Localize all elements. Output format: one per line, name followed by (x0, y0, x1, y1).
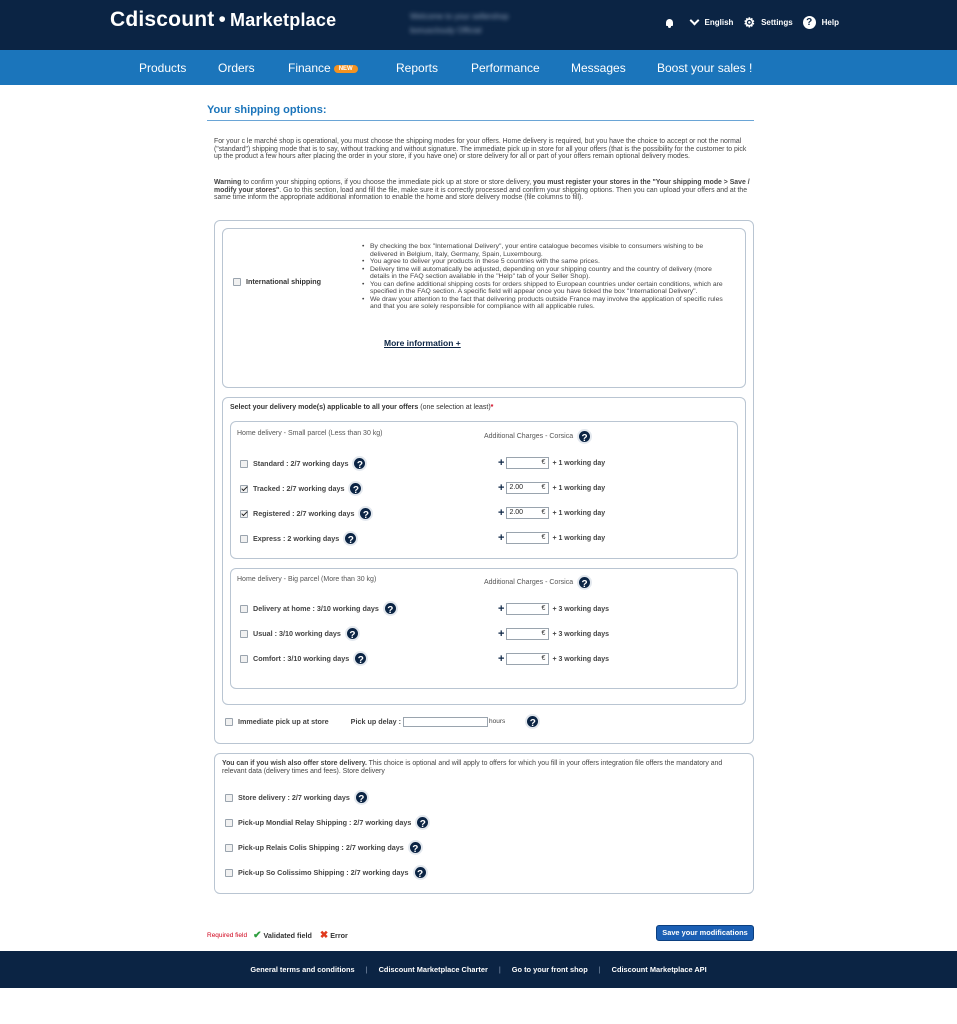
plus-icon: + (498, 653, 505, 665)
standard-corsica-fee (498, 457, 605, 469)
currency-symbol: € (541, 534, 546, 541)
standard-checkbox[interactable] (240, 460, 248, 468)
extra-days: + 1 working day (552, 509, 606, 517)
option-delivery-at-home[interactable] (240, 601, 398, 616)
help-icon[interactable]: ? (383, 601, 398, 616)
option-mondial-relay[interactable] (225, 815, 430, 830)
currency-symbol: € (541, 630, 546, 637)
footer-separator: | (598, 965, 601, 974)
list-item: • By checking the box "International Delivery", your entire catalogue becomes visible to consumers wishing to be delivered in Belgium, Italy, Germany, Spain, Luxembourg. (362, 243, 732, 258)
list-item: • You agree to deliver your products in these 5 countries with the same prices. (362, 258, 732, 266)
help-icon[interactable]: ? (343, 531, 358, 546)
comfort-checkbox[interactable] (240, 655, 248, 663)
extra-days: + 3 working days (552, 630, 610, 638)
title-divider (207, 120, 754, 121)
charges-heading-label: Additional Charges - Corsica (484, 579, 574, 586)
help-icon[interactable]: ? (577, 575, 592, 590)
fee-value: 2.00 (509, 509, 524, 516)
small-parcel-heading: Home delivery - Small parcel (Less than 30 kg) (237, 430, 383, 437)
settings-label: Settings (761, 18, 793, 27)
option-label: Pick-up Relais Colis Shipping : 2/7 working days (238, 843, 404, 852)
option-label: Delivery at home : 3/10 working days (253, 604, 379, 613)
warning-paragraph (214, 179, 754, 202)
immediate-pickup-label: Immediate pick up at store (238, 717, 329, 726)
save-modifications-button[interactable]: Save your modifications (656, 925, 754, 941)
cross-icon: ✖ (319, 930, 329, 941)
nav-finance[interactable] (288, 61, 358, 75)
option-usual[interactable] (240, 626, 360, 641)
currency-symbol: € (541, 459, 546, 466)
immediate-pickup-checkbox[interactable] (225, 718, 233, 726)
help-icon[interactable]: ? (358, 506, 373, 521)
top-header (0, 0, 957, 50)
help-icon[interactable]: ? (352, 456, 367, 471)
option-label: Store delivery : 2/7 working days (238, 793, 350, 802)
plus-icon: + (498, 482, 505, 494)
fee-value: 2.00 (509, 484, 524, 491)
comfort-fee-input[interactable] (506, 653, 549, 665)
list-item: • Delivery time will automatically be adjusted, depending on your shipping country and the country of delivery (more details in the FAQ section available in the "Help" tab of your Seller Shop). (362, 266, 732, 281)
main-nav (0, 50, 957, 85)
option-label: Pick-up So Colissimo Shipping : 2/7 working days (238, 868, 409, 877)
option-label: Tracked : 2/7 working days (253, 484, 345, 493)
nav-products[interactable]: Products (139, 61, 187, 75)
plus-icon: + (498, 457, 505, 469)
currency-symbol: € (541, 655, 546, 662)
footer-link-api[interactable]: Cdiscount Marketplace API (611, 965, 707, 974)
chevron-down-icon (690, 18, 699, 27)
so-colissimo-checkbox[interactable] (225, 869, 233, 877)
plus-icon: + (498, 532, 505, 544)
store-delivery-checkbox[interactable] (225, 794, 233, 802)
option-label: Pick-up Mondial Relay Shipping : 2/7 working days (238, 818, 412, 827)
store-intro-bold: You can if you wish also offer store delivery. (222, 760, 367, 767)
option-registered[interactable] (240, 506, 373, 521)
delivery-at-home-fee-input[interactable] (506, 603, 549, 615)
plus-icon: + (498, 628, 505, 640)
help-icon[interactable]: ? (415, 815, 430, 830)
delivery-at-home-checkbox[interactable] (240, 605, 248, 613)
option-store-delivery[interactable] (225, 790, 369, 805)
language-selector[interactable] (690, 18, 734, 27)
warning-label: Warning (214, 179, 242, 186)
extra-days: + 1 working day (552, 534, 606, 542)
option-express[interactable] (240, 531, 358, 546)
charges-heading-label: Additional Charges - Corsica (484, 433, 574, 440)
currency-symbol: € (541, 509, 546, 516)
big-parcel-heading: Home delivery - Big parcel (More than 30 kg) (237, 576, 377, 583)
nav-messages[interactable]: Messages (571, 61, 626, 75)
extra-days: + 1 working day (552, 459, 606, 467)
option-label: Standard : 2/7 working days (253, 459, 349, 468)
express-corsica-fee (498, 532, 605, 544)
nav-finance-label: Finance (288, 61, 331, 75)
footer-links (0, 965, 957, 974)
store-delivery-intro (222, 760, 737, 776)
tracked-fee-input[interactable] (506, 482, 549, 494)
express-fee-input[interactable] (506, 532, 549, 544)
intro-paragraph: For your c le marché shop is operational, you must choose the shipping modes for your offers. Home delivery is required, but you have the choice to accept or not the normal ("standard") shipping mode that is to say, without tracking and without signature. The immediate pick up in store for all your offers (that is the possibility for the customer to pick up the product a few hours after placing the order in your store, if you have one) or store delivery for all or part of your offers remain optional delivery modes. (214, 138, 747, 161)
pickup-hours-unit: hours (489, 718, 506, 725)
footer-link-terms[interactable]: General terms and conditions (250, 965, 355, 974)
tracked-checkbox[interactable] (240, 485, 248, 493)
comfort-corsica-fee (498, 653, 609, 665)
header-actions (665, 16, 839, 29)
option-label: Express : 2 working days (253, 534, 340, 543)
help-circle-icon: ? (803, 16, 816, 29)
welcome-message (410, 10, 540, 38)
help-icon[interactable]: ? (577, 429, 592, 444)
cdiscount-marketplace-logo[interactable] (110, 8, 336, 32)
extra-days: + 3 working days (552, 655, 610, 663)
option-comfort[interactable] (240, 651, 368, 666)
big-parcel-charges-heading (484, 575, 592, 590)
delivery-at-home-corsica-fee (498, 603, 609, 615)
help-icon[interactable]: ? (353, 651, 368, 666)
currency-symbol: € (541, 484, 546, 491)
extra-days: + 1 working day (552, 484, 606, 492)
option-tracked[interactable] (240, 481, 363, 496)
currency-symbol: € (541, 605, 546, 612)
page-title: Your shipping options: (207, 104, 327, 116)
footer-separator: | (365, 965, 368, 974)
store-intro-text: This choice is optional and will apply to offers for which you fill in your offers integration file offers the mandatory and relevant data (delivery times and fees). Store delivery (222, 760, 723, 775)
footer-link-charter[interactable]: Cdiscount Marketplace Charter (378, 965, 488, 974)
required-asterisk: * (490, 404, 494, 411)
help-icon[interactable]: ? (408, 840, 423, 855)
warning-text-1: to confirm your shipping options, if you choose the immediate pick up at store or store delivery, (241, 179, 534, 186)
option-so-colissimo[interactable] (225, 865, 428, 880)
international-shipping-label: International shipping (246, 277, 322, 286)
footer-separator: | (498, 965, 501, 974)
help-icon[interactable]: ? (345, 626, 360, 641)
pickup-delay-label: Pick up delay : (350, 717, 402, 726)
nav-orders[interactable]: Orders (218, 61, 255, 75)
help-icon[interactable]: ? (348, 481, 363, 496)
more-information-link[interactable]: More information + (384, 338, 461, 348)
usual-fee-input[interactable] (506, 628, 549, 640)
warning-text-2: . Go to this section, load and fill the file, make sure it is correctly processed and confirm your shipping options. Then you can upload your offers and at the same time inform the appropriate additional information to enable the home and store delivery modse (file columns to fill). (214, 186, 748, 202)
option-label: Usual : 3/10 working days (253, 629, 341, 638)
logo-product: Marketplace (230, 10, 337, 30)
new-badge: NEW (334, 65, 358, 73)
express-checkbox[interactable] (240, 535, 248, 543)
delivery-modes-title (230, 404, 493, 411)
list-item: • You can define additional shipping costs for orders shipped to European countries under certain conditions, which are specified in the FAQ section. A specific field will appear once you have ticked the box "International Delivery". (362, 281, 732, 296)
international-shipping-option[interactable] (233, 277, 321, 286)
footer (0, 951, 957, 988)
field-legend (207, 930, 348, 941)
language-label: English (704, 18, 734, 27)
nav-boost-sales[interactable]: Boost your sales ! (657, 61, 753, 75)
plus-icon: + (498, 603, 505, 615)
logo-separator: • (218, 8, 227, 31)
delivery-modes-title-text: Select your delivery mode(s) applicable to all your offers (230, 404, 419, 411)
standard-fee-input[interactable] (506, 457, 549, 469)
mondial-relay-checkbox[interactable] (225, 819, 233, 827)
usual-corsica-fee (498, 628, 609, 640)
check-icon: ✔ (253, 930, 262, 941)
warning-bold: you must register your stores in the "Your shipping mode > Save / modify your stores" (214, 179, 750, 194)
registered-fee-input[interactable] (506, 507, 549, 519)
error-legend: Error (330, 931, 348, 940)
welcome-line-1: Welcome to your sellershop (410, 12, 509, 21)
validated-field-legend: Validated field (263, 931, 312, 940)
footer-link-front-shop[interactable]: Go to your front shop (511, 965, 588, 974)
logo-brand: Cdiscount (110, 8, 215, 31)
registered-corsica-fee (498, 507, 605, 519)
bell-icon[interactable] (665, 18, 674, 28)
required-field-legend: Required field (207, 932, 248, 939)
extra-days: + 3 working days (552, 605, 610, 613)
help-label: Help (821, 18, 839, 27)
gear-icon: ⚙ (743, 14, 756, 30)
delivery-modes-note: (one selection at least) (420, 404, 491, 411)
help-link[interactable] (803, 16, 839, 29)
help-icon[interactable]: ? (525, 714, 540, 729)
nav-reports[interactable]: Reports (396, 61, 439, 75)
usual-checkbox[interactable] (240, 630, 248, 638)
settings-link[interactable] (743, 14, 793, 30)
small-parcel-charges-heading (484, 429, 592, 444)
list-item: • We draw your attention to the fact that delivering products outside France may involve the application of specific rules and that you are solely responsible for compliance with all applicable rules. (362, 296, 732, 311)
immediate-pickup-row (225, 714, 540, 729)
help-icon[interactable]: ? (413, 865, 428, 880)
option-standard[interactable] (240, 456, 367, 471)
tracked-corsica-fee (498, 482, 605, 494)
option-label: Registered : 2/7 working days (253, 509, 355, 518)
option-label: Comfort : 3/10 working days (253, 654, 350, 663)
pickup-delay-input[interactable] (403, 717, 488, 727)
welcome-line-2: bonuscloudy Official (410, 26, 482, 35)
international-info-list (362, 243, 732, 311)
help-icon[interactable]: ? (354, 790, 369, 805)
international-shipping-checkbox[interactable] (233, 278, 241, 286)
option-relais-colis[interactable] (225, 840, 423, 855)
nav-performance[interactable]: Performance (471, 61, 540, 75)
relais-colis-checkbox[interactable] (225, 844, 233, 852)
plus-icon: + (498, 507, 505, 519)
registered-checkbox[interactable] (240, 510, 248, 518)
